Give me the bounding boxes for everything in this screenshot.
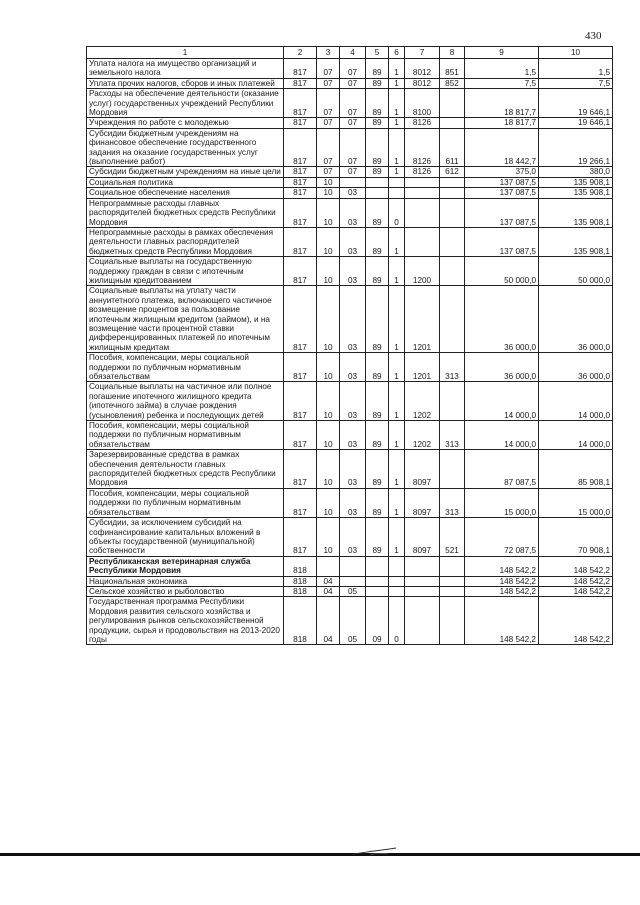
- row-value-cell: 148 542,2: [539, 597, 613, 645]
- row-value-cell: 1: [389, 421, 405, 450]
- row-value-cell: 8097: [405, 518, 440, 557]
- row-value-cell: 07: [317, 118, 340, 128]
- row-value-cell: 04: [317, 576, 340, 586]
- row-value-cell: 14 000,0: [465, 382, 539, 421]
- row-value-cell: 07: [340, 89, 366, 118]
- row-value-cell: 10: [317, 450, 340, 489]
- row-value-cell: 10: [317, 198, 340, 227]
- row-value-cell: [389, 188, 405, 198]
- row-value-cell: 1201: [405, 353, 440, 382]
- row-value-cell: 1: [389, 257, 405, 286]
- row-value-cell: 10: [317, 177, 340, 187]
- row-value-cell: 817: [284, 198, 317, 227]
- row-value-cell: 50 000,0: [539, 257, 613, 286]
- row-name-cell: Субсидии бюджетным учреждениям на финансовое обеспечение государственного задания на оказание государственных услуг (выполнение работ): [87, 128, 284, 167]
- row-value-cell: 10: [317, 421, 340, 450]
- row-value-cell: 135 908,1: [539, 177, 613, 187]
- row-value-cell: 137 087,5: [465, 177, 539, 187]
- row-value-cell: [340, 576, 366, 586]
- row-value-cell: 137 087,5: [465, 198, 539, 227]
- row-value-cell: 1: [389, 89, 405, 118]
- row-value-cell: 89: [366, 167, 389, 177]
- row-value-cell: [366, 188, 389, 198]
- row-value-cell: 8126: [405, 118, 440, 128]
- row-value-cell: 89: [366, 78, 389, 88]
- row-value-cell: 0: [389, 597, 405, 645]
- row-value-cell: 818: [284, 556, 317, 576]
- col-header: 2: [284, 47, 317, 59]
- row-value-cell: 135 908,1: [539, 188, 613, 198]
- table-row: [87, 257, 613, 286]
- row-value-cell: 851: [440, 59, 465, 79]
- row-value-cell: 8097: [405, 488, 440, 517]
- row-value-cell: 817: [284, 89, 317, 118]
- row-value-cell: 1: [389, 227, 405, 256]
- row-value-cell: 1: [389, 167, 405, 177]
- row-value-cell: 817: [284, 382, 317, 421]
- row-value-cell: 137 087,5: [465, 227, 539, 256]
- row-name-cell: Сельское хозяйство и рыболовство: [87, 586, 284, 596]
- row-value-cell: 03: [340, 421, 366, 450]
- table-row: [87, 177, 613, 187]
- col-header: 10: [539, 47, 613, 59]
- row-name-cell: Социальные выплаты на государственную поддержку граждан в связи с ипотечным жилищным кредитованием: [87, 257, 284, 286]
- row-value-cell: [340, 556, 366, 576]
- col-header: 1: [87, 47, 284, 59]
- col-header: 5: [366, 47, 389, 59]
- row-value-cell: 818: [284, 576, 317, 586]
- row-name-cell: Пособия, компенсации, меры социальной поддержки по публичным нормативным обязательствам: [87, 353, 284, 382]
- row-value-cell: 8126: [405, 128, 440, 167]
- row-value-cell: [366, 556, 389, 576]
- row-value-cell: [389, 556, 405, 576]
- row-value-cell: 89: [366, 518, 389, 557]
- row-value-cell: 18 442,7: [465, 128, 539, 167]
- row-value-cell: [440, 286, 465, 353]
- table-row: [87, 198, 613, 227]
- row-value-cell: 1: [389, 450, 405, 489]
- row-value-cell: 148 542,2: [539, 576, 613, 586]
- row-value-cell: 817: [284, 450, 317, 489]
- col-header: 7: [405, 47, 440, 59]
- row-value-cell: 817: [284, 518, 317, 557]
- row-value-cell: 313: [440, 488, 465, 517]
- row-value-cell: 15 000,0: [539, 488, 613, 517]
- row-value-cell: 1: [389, 286, 405, 353]
- row-value-cell: [440, 556, 465, 576]
- row-value-cell: 07: [340, 78, 366, 88]
- row-value-cell: 8012: [405, 78, 440, 88]
- row-value-cell: 10: [317, 488, 340, 517]
- row-value-cell: 817: [284, 257, 317, 286]
- row-value-cell: 89: [366, 353, 389, 382]
- row-value-cell: 817: [284, 167, 317, 177]
- row-value-cell: 89: [366, 382, 389, 421]
- row-value-cell: [405, 177, 440, 187]
- row-value-cell: 89: [366, 488, 389, 517]
- row-value-cell: 89: [366, 198, 389, 227]
- row-name-cell: Социальные выплаты на частичное или полное погашение ипотечного жилищного кредита (ипотечного займа) в случае рождения (усыновления) ребенка и последующих детей: [87, 382, 284, 421]
- row-name-cell: Национальная экономика: [87, 576, 284, 586]
- row-value-cell: [405, 556, 440, 576]
- col-header: 6: [389, 47, 405, 59]
- row-value-cell: 7,5: [465, 78, 539, 88]
- row-value-cell: [440, 198, 465, 227]
- row-value-cell: 03: [340, 227, 366, 256]
- row-value-cell: 87 087,5: [465, 450, 539, 489]
- row-value-cell: 36 000,0: [539, 353, 613, 382]
- row-value-cell: 7,5: [539, 78, 613, 88]
- row-value-cell: 18 817,7: [465, 89, 539, 118]
- row-value-cell: 09: [366, 597, 389, 645]
- row-value-cell: 817: [284, 286, 317, 353]
- row-value-cell: [440, 118, 465, 128]
- row-value-cell: 85 908,1: [539, 450, 613, 489]
- row-value-cell: 817: [284, 488, 317, 517]
- row-value-cell: 148 542,2: [539, 586, 613, 596]
- row-value-cell: 36 000,0: [539, 286, 613, 353]
- row-value-cell: 1: [389, 59, 405, 79]
- row-value-cell: 07: [317, 128, 340, 167]
- row-value-cell: 817: [284, 128, 317, 167]
- row-value-cell: [317, 556, 340, 576]
- row-name-cell: Пособия, компенсации, меры социальной поддержки по публичным нормативным обязательствам: [87, 488, 284, 517]
- row-name-cell: Государственная программа Республики Мордовия развития сельского хозяйства и регулирования рынков сельскохозяйственной продукции, сырья и продовольствия на 2013-2020 годы: [87, 597, 284, 645]
- col-header: 4: [340, 47, 366, 59]
- table-row: [87, 188, 613, 198]
- row-value-cell: [405, 586, 440, 596]
- row-value-cell: 15 000,0: [465, 488, 539, 517]
- row-name-cell: Социальные выплаты на уплату части аннуитетного платежа, включающего частичное возмещение процентов за пользование ипотечным жилищным кредитом (займом), и на возмещение части процентной ставки дифференцированных платежей по ипотечным жилищным кредитам: [87, 286, 284, 353]
- row-value-cell: 1202: [405, 382, 440, 421]
- row-value-cell: 1,5: [465, 59, 539, 79]
- table-row: [87, 59, 613, 79]
- row-value-cell: 817: [284, 118, 317, 128]
- row-value-cell: 8100: [405, 89, 440, 118]
- row-value-cell: 89: [366, 257, 389, 286]
- row-name-cell: Учреждения по работе с молодежью: [87, 118, 284, 128]
- row-value-cell: 10: [317, 188, 340, 198]
- table-row: [87, 382, 613, 421]
- row-value-cell: 148 542,2: [465, 597, 539, 645]
- row-value-cell: [440, 576, 465, 586]
- row-value-cell: 03: [340, 382, 366, 421]
- row-value-cell: 817: [284, 188, 317, 198]
- row-value-cell: 89: [366, 89, 389, 118]
- table-row: [87, 89, 613, 118]
- row-name-cell: Республиканская ветеринарная служба Республики Мордовия: [87, 556, 284, 576]
- row-value-cell: 14 000,0: [539, 421, 613, 450]
- row-value-cell: [440, 177, 465, 187]
- row-value-cell: [405, 198, 440, 227]
- row-value-cell: 1200: [405, 257, 440, 286]
- row-value-cell: 03: [340, 488, 366, 517]
- row-value-cell: 03: [340, 188, 366, 198]
- col-header: 9: [465, 47, 539, 59]
- row-value-cell: 05: [340, 597, 366, 645]
- row-value-cell: 313: [440, 421, 465, 450]
- row-value-cell: 19 646,1: [539, 89, 613, 118]
- row-value-cell: 36 000,0: [465, 353, 539, 382]
- row-value-cell: [440, 227, 465, 256]
- row-value-cell: 89: [366, 227, 389, 256]
- row-value-cell: 10: [317, 257, 340, 286]
- row-value-cell: 0: [389, 198, 405, 227]
- row-value-cell: 10: [317, 382, 340, 421]
- row-value-cell: 89: [366, 128, 389, 167]
- row-value-cell: 1: [389, 518, 405, 557]
- row-value-cell: [405, 597, 440, 645]
- row-value-cell: 8097: [405, 450, 440, 489]
- header-row: [87, 47, 613, 59]
- row-name-cell: Субсидии бюджетным учреждениям на иные цели: [87, 167, 284, 177]
- row-value-cell: 1,5: [539, 59, 613, 79]
- row-value-cell: 10: [317, 286, 340, 353]
- row-value-cell: [366, 586, 389, 596]
- row-value-cell: 1: [389, 78, 405, 88]
- row-value-cell: [389, 576, 405, 586]
- table-row: [87, 586, 613, 596]
- row-value-cell: 817: [284, 177, 317, 187]
- row-name-cell: Пособия, компенсации, меры социальной поддержки по публичным нормативным обязательствам: [87, 421, 284, 450]
- row-value-cell: 1: [389, 382, 405, 421]
- row-value-cell: [389, 177, 405, 187]
- row-value-cell: [340, 177, 366, 187]
- row-value-cell: 07: [317, 78, 340, 88]
- row-value-cell: 07: [340, 167, 366, 177]
- row-name-cell: Субсидии, за исключением субсидий на софинансирование капитальных вложений в объекты государственной (муниципальной) собственности: [87, 518, 284, 557]
- row-value-cell: 817: [284, 227, 317, 256]
- row-value-cell: [405, 576, 440, 586]
- row-value-cell: 03: [340, 518, 366, 557]
- budget-table: [86, 46, 613, 645]
- table-row: [87, 353, 613, 382]
- bottom-rule: [0, 853, 640, 856]
- row-value-cell: [440, 597, 465, 645]
- row-value-cell: 89: [366, 59, 389, 79]
- row-value-cell: 521: [440, 518, 465, 557]
- row-value-cell: 03: [340, 286, 366, 353]
- row-value-cell: [366, 576, 389, 586]
- table-row: [87, 518, 613, 557]
- row-value-cell: 611: [440, 128, 465, 167]
- row-value-cell: 10: [317, 518, 340, 557]
- row-value-cell: 10: [317, 227, 340, 256]
- row-name-cell: Зарезервированные средства в рамках обеспечения деятельности главных распорядителей бюджетных средств Республики Мордовия: [87, 450, 284, 489]
- row-value-cell: 1: [389, 128, 405, 167]
- table-row: [87, 450, 613, 489]
- row-value-cell: 313: [440, 353, 465, 382]
- row-value-cell: [440, 188, 465, 198]
- row-value-cell: 89: [366, 118, 389, 128]
- row-value-cell: 135 908,1: [539, 198, 613, 227]
- table-row: [87, 78, 613, 88]
- table-row: [87, 118, 613, 128]
- col-header: 3: [317, 47, 340, 59]
- row-value-cell: 612: [440, 167, 465, 177]
- row-value-cell: 817: [284, 353, 317, 382]
- row-value-cell: 148 542,2: [465, 576, 539, 586]
- row-value-cell: 817: [284, 421, 317, 450]
- row-value-cell: 19 266,1: [539, 128, 613, 167]
- table-row: [87, 167, 613, 177]
- row-value-cell: 03: [340, 450, 366, 489]
- row-value-cell: 1201: [405, 286, 440, 353]
- row-value-cell: [440, 586, 465, 596]
- row-value-cell: 135 908,1: [539, 227, 613, 256]
- row-value-cell: 817: [284, 59, 317, 79]
- table-row: [87, 576, 613, 586]
- row-value-cell: 137 087,5: [465, 188, 539, 198]
- row-value-cell: [366, 177, 389, 187]
- table-row: [87, 597, 613, 645]
- row-value-cell: 1: [389, 118, 405, 128]
- row-name-cell: Непрограммные расходы главных распорядителей бюджетных средств Республики Мордовия: [87, 198, 284, 227]
- table-row: [87, 556, 613, 576]
- row-value-cell: 07: [340, 118, 366, 128]
- row-value-cell: 03: [340, 198, 366, 227]
- row-value-cell: [405, 227, 440, 256]
- row-name-cell: Непрограммные расходы в рамках обеспечения деятельности главных распорядителей бюджетных средств Республики Мордовия: [87, 227, 284, 256]
- row-value-cell: 04: [317, 597, 340, 645]
- row-value-cell: 72 087,5: [465, 518, 539, 557]
- table-row: [87, 286, 613, 353]
- row-value-cell: 148 542,2: [465, 556, 539, 576]
- row-value-cell: [440, 89, 465, 118]
- row-value-cell: 07: [317, 89, 340, 118]
- row-value-cell: 07: [340, 128, 366, 167]
- row-value-cell: 818: [284, 586, 317, 596]
- row-value-cell: [389, 586, 405, 596]
- table-row: [87, 488, 613, 517]
- row-value-cell: 03: [340, 353, 366, 382]
- row-value-cell: [440, 382, 465, 421]
- row-value-cell: 1202: [405, 421, 440, 450]
- row-value-cell: 89: [366, 421, 389, 450]
- row-value-cell: 50 000,0: [465, 257, 539, 286]
- row-value-cell: 852: [440, 78, 465, 88]
- row-value-cell: 03: [340, 257, 366, 286]
- row-value-cell: 07: [317, 167, 340, 177]
- row-value-cell: 19 646,1: [539, 118, 613, 128]
- row-value-cell: 14 000,0: [465, 421, 539, 450]
- row-value-cell: 10: [317, 353, 340, 382]
- row-value-cell: 380,0: [539, 167, 613, 177]
- row-value-cell: 89: [366, 286, 389, 353]
- row-value-cell: 818: [284, 597, 317, 645]
- signature-mark: [352, 846, 398, 858]
- row-value-cell: 70 908,1: [539, 518, 613, 557]
- row-value-cell: 8126: [405, 167, 440, 177]
- row-name-cell: Уплата прочих налогов, сборов и иных платежей: [87, 78, 284, 88]
- table-row: [87, 128, 613, 167]
- row-value-cell: 36 000,0: [465, 286, 539, 353]
- row-value-cell: 07: [340, 59, 366, 79]
- row-value-cell: 1: [389, 353, 405, 382]
- row-value-cell: 148 542,2: [465, 586, 539, 596]
- row-value-cell: [440, 450, 465, 489]
- row-name-cell: Уплата налога на имущество организаций и земельного налога: [87, 59, 284, 79]
- table-row: [87, 227, 613, 256]
- row-name-cell: Социальное обеспечение населения: [87, 188, 284, 198]
- row-value-cell: 18 817,7: [465, 118, 539, 128]
- row-value-cell: 375,0: [465, 167, 539, 177]
- row-value-cell: 817: [284, 78, 317, 88]
- table-row: [87, 421, 613, 450]
- col-header: 8: [440, 47, 465, 59]
- row-value-cell: 14 000,0: [539, 382, 613, 421]
- row-name-cell: Социальная политика: [87, 177, 284, 187]
- row-value-cell: 07: [317, 59, 340, 79]
- row-value-cell: 1: [389, 488, 405, 517]
- row-value-cell: 148 542,2: [539, 556, 613, 576]
- page-number: 430: [585, 30, 602, 42]
- row-name-cell: Расходы на обеспечение деятельности (оказание услуг) государственных учреждений Республики Мордовия: [87, 89, 284, 118]
- row-value-cell: 8012: [405, 59, 440, 79]
- row-value-cell: [405, 188, 440, 198]
- row-value-cell: 05: [340, 586, 366, 596]
- row-value-cell: 04: [317, 586, 340, 596]
- row-value-cell: 89: [366, 450, 389, 489]
- row-value-cell: [440, 257, 465, 286]
